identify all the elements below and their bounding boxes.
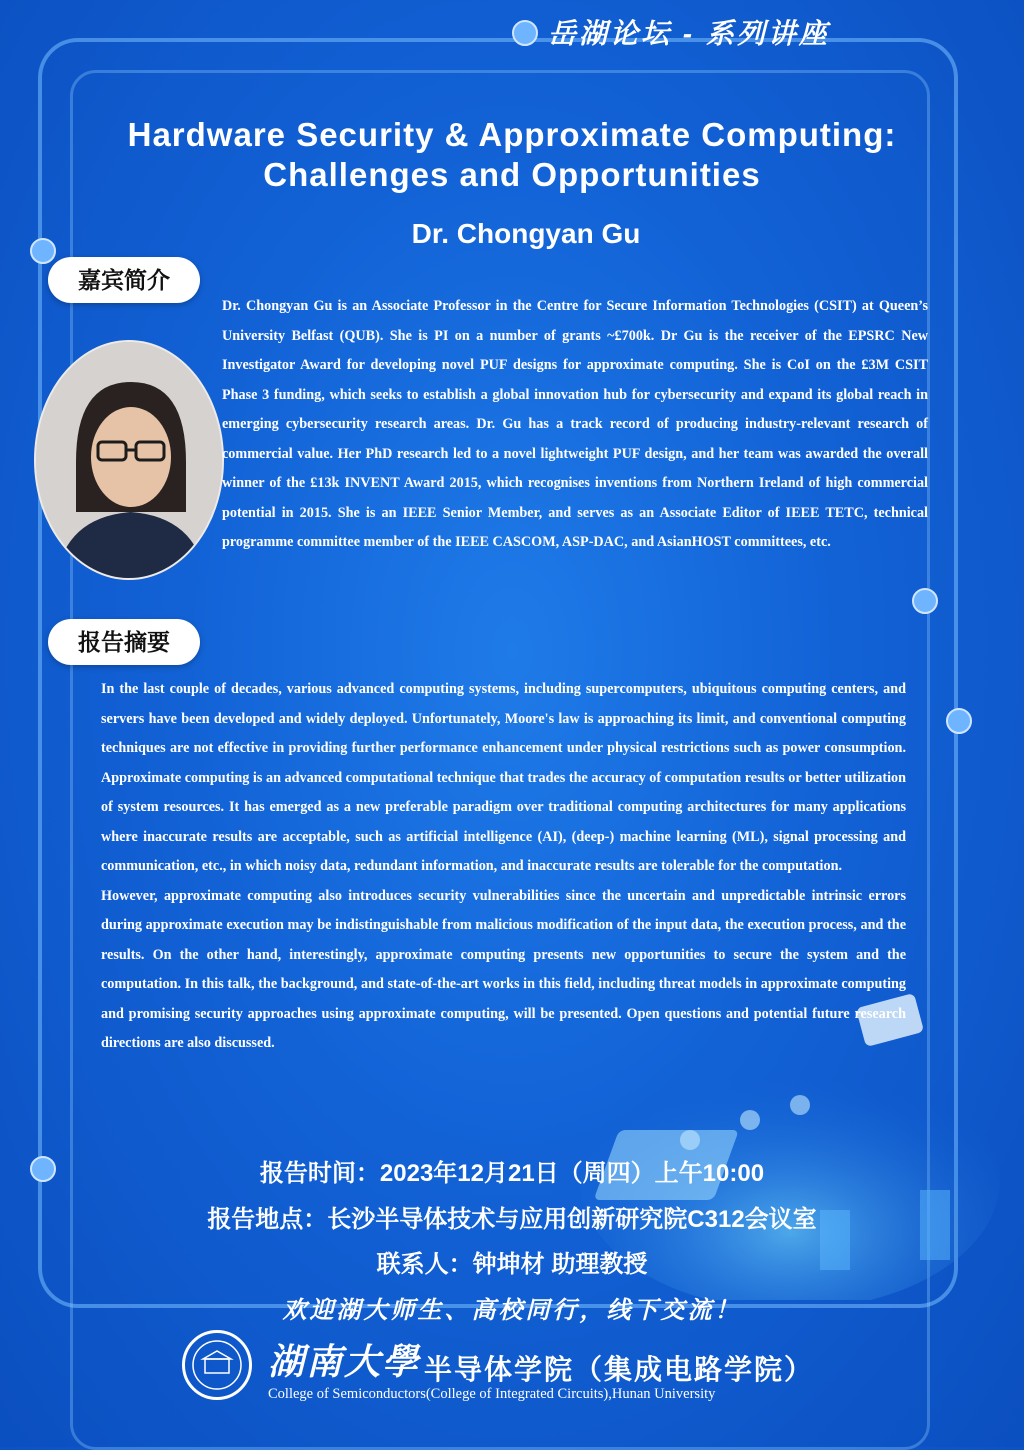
- event-contact: 联系人：钟坤材 助理教授: [376, 1251, 648, 1278]
- university-name-cn: 湖南大學: [268, 1341, 421, 1383]
- abstract-paragraph-1: In the last couple of decades, various advanced computing systems, including supercomputers, ubiquitous computing centers, and servers have been developed and widely deployed. Unfortunately, Moore's law is approaching its limit, and conventional computing techniques are not effective in providing further performance enhancement under physical restrictions such as power consumption. Approximate computing is an advanced computational technique that trades the accuracy of computation results or better utilization of system resources. It has emerged as a new preferable paradigm over traditional computing architectures for many applications where inaccurate results are acceptable, such as artificial intelligence (AI), (deep-) machine learning (ML), signal processing and communication, etc., in which noisy data, redundant information, and inaccurate results are tolerable for the computation.: [101, 681, 906, 874]
- talk-title-line-2: Challenges and Opportunities: [263, 156, 761, 193]
- abstract-label: 报告摘要: [48, 619, 200, 665]
- frame-dot: [912, 588, 938, 614]
- university-seal-icon: [182, 1330, 252, 1400]
- event-place: 报告地点：长沙半导体技术与应用创新研究院C312会议室: [207, 1206, 817, 1233]
- talk-title: [40, 115, 984, 195]
- welcome-message: 欢迎湖大师生、高校同行，线下交流！: [282, 1297, 742, 1324]
- speaker-name: Dr. Chongyan Gu: [411, 218, 641, 249]
- abstract-paragraph-2: However, approximate computing also introduces security vulnerabilities since the uncertain and unpredictable intrinsic errors during approximate execution may be indistinguishable from malicious modification of the input data, the execution process, and the results. On the other hand, interestingly, approximate computing presents new opportunities to secure the system and the computation. In this talk, the background, and state-of-the-art works in this field, including threat models in approximate computing and promising security approaches using approximate computing, will be presented. Open questions and potential future research directions are also discussed.: [101, 887, 906, 1051]
- speaker-photo: [34, 340, 224, 580]
- frame-dot: [946, 708, 972, 734]
- college-name-cn: 半导体学院（集成电路学院）: [424, 1353, 815, 1386]
- talk-title-line-1: Hardware Security & Approximate Computing:: [127, 116, 897, 153]
- series-label: 岳湖论坛 - 系列讲座: [548, 18, 830, 49]
- college-name-en: College of Semiconductors(College of Integrated Circuits),Hunan University: [268, 1386, 716, 1402]
- frame-dot: [512, 20, 538, 46]
- abstract-body: [101, 675, 906, 1059]
- speaker-bio-text: Dr. Chongyan Gu is an Associate Professor in the Centre for Secure Information Technologies (CSIT) at Queen’s University Belfast (QUB). She is PI on a number of grants ~£700k. Dr Gu is the receiver of the EPSRC New Investigator Award for developing novel PUF designs for approximate computing. She is CoI on the £3M CSIT Phase 3 funding, which seeks to establish a global innovation hub for cybersecurity and expand its global reach in emerging cybersecurity research areas. Dr. Gu has a track record of producing industry-relevant research of commercial value. Her PhD research led to a novel lightweight PUF design, and her team was awarded the overall winner of the £13k INVENT Award 2015, which recognises inventions from Northern Ireland of high commercial potential in 2015. She is an IEEE Senior Member, and serves as an Associate Editor of IEEE TETC, technical programme committee member of the IEEE CASCOM, ASP-DAC, and AsianHOST committees, etc.: [222, 298, 928, 550]
- event-time: 报告时间：2023年12月21日（周四）上午10:00: [259, 1160, 765, 1187]
- speaker-bio: [222, 292, 928, 558]
- guest-intro-label: 嘉宾简介: [48, 257, 200, 303]
